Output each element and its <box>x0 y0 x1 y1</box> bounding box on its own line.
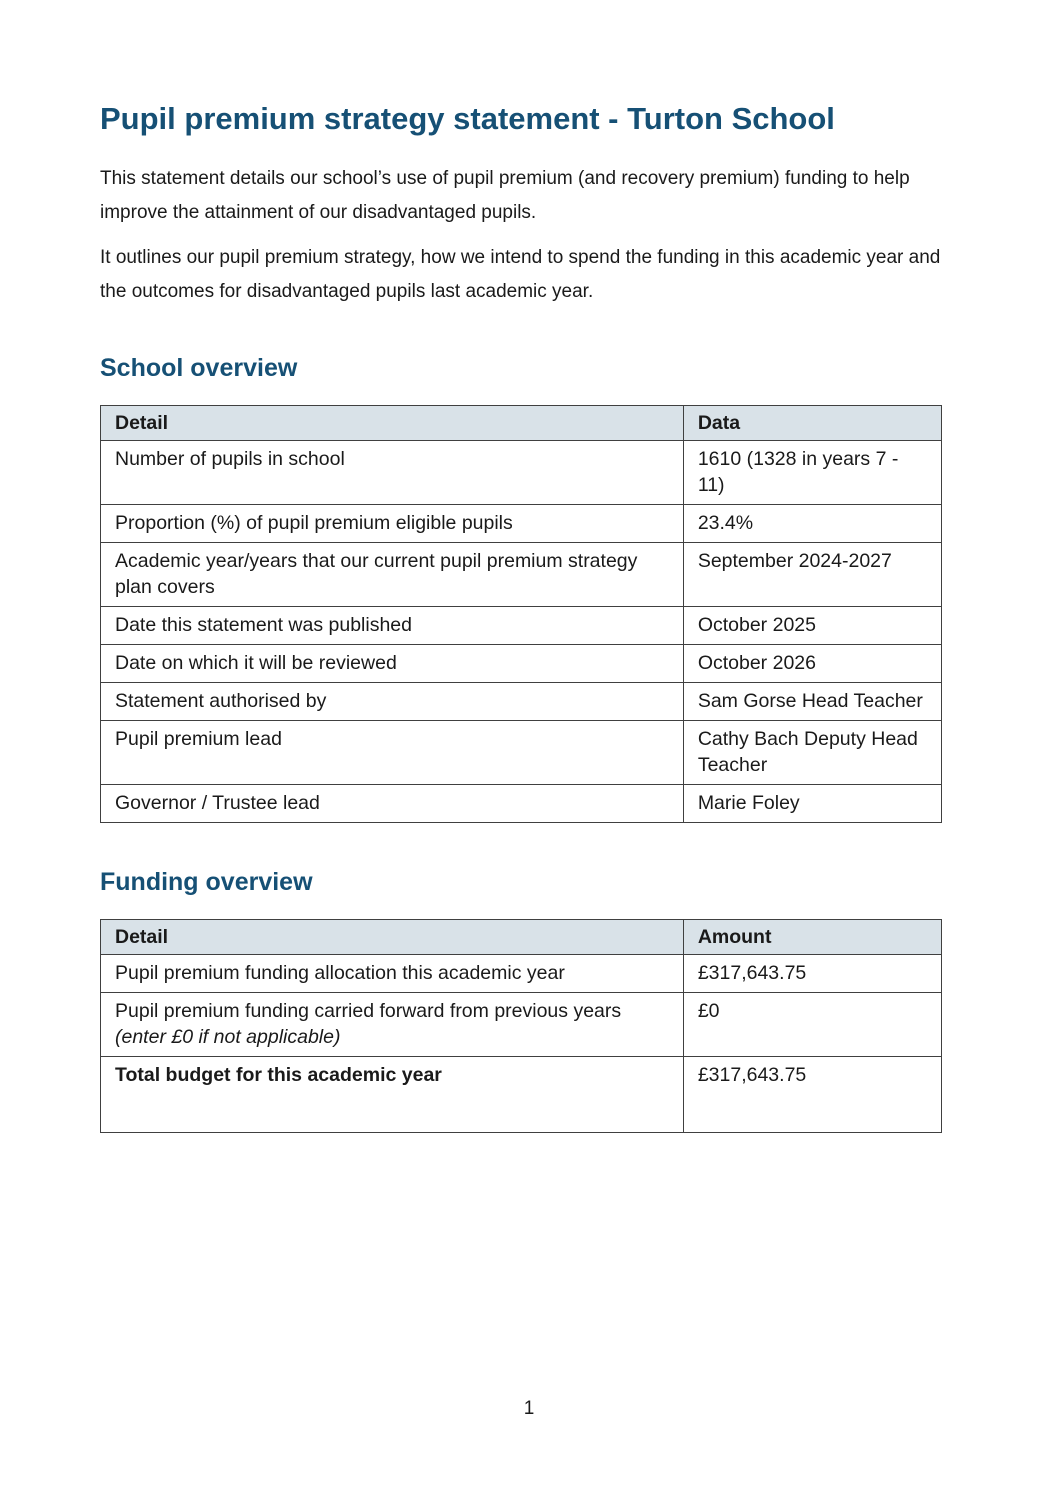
page-number: 1 <box>523 1398 535 1419</box>
funding-overview-heading: Funding overview <box>100 868 313 896</box>
table-row <box>101 955 942 993</box>
table-row <box>101 543 942 607</box>
detail-cell <box>101 993 684 1057</box>
table-row <box>101 721 942 785</box>
detail-cell: Date this statement was published <box>101 607 684 645</box>
data-cell: October 2025 <box>683 607 941 645</box>
data-cell: September 2024-2027 <box>683 543 941 607</box>
page-title: Pupil premium strategy statement - Turton School <box>100 101 835 136</box>
detail-cell: Date on which it will be reviewed <box>101 645 684 683</box>
detail-cell: Governor / Trustee lead <box>101 785 684 823</box>
intro-paragraph-2: It outlines our pupil premium strategy, how we intend to spend the funding in this academic year and the outcomes for disadvantaged pupils last academic year. <box>100 247 941 302</box>
table-header-row <box>101 920 942 955</box>
funding-overview-table-body <box>101 955 942 1133</box>
funding-overview-table <box>100 919 942 1133</box>
detail-cell: Number of pupils in school <box>101 441 684 505</box>
detail-cell: Statement authorised by <box>101 683 684 721</box>
detail-cell <box>101 955 684 993</box>
detail-text: Pupil premium funding carried forward from previous years <box>115 1000 622 1022</box>
data-cell: Sam Gorse Head Teacher <box>683 683 941 721</box>
table-row <box>101 683 942 721</box>
table-row <box>101 645 942 683</box>
table-row <box>101 607 942 645</box>
data-cell: 1610 (1328 in years 7 - 11) <box>683 441 941 505</box>
table-row <box>101 785 942 823</box>
data-cell: Marie Foley <box>683 785 941 823</box>
detail-cell: Pupil premium lead <box>101 721 684 785</box>
amount-cell: £317,643.75 <box>683 1057 941 1133</box>
detail-text: Pupil premium funding allocation this academic year <box>115 962 565 984</box>
table-row <box>101 993 942 1057</box>
amount-column-header: Amount <box>683 920 941 955</box>
table-header-row <box>101 406 942 441</box>
amount-cell: £317,643.75 <box>683 955 941 993</box>
school-overview-table <box>100 405 942 823</box>
data-cell: October 2026 <box>683 645 941 683</box>
detail-column-header: Detail <box>101 920 684 955</box>
table-row <box>101 1057 942 1133</box>
detail-cell: Proportion (%) of pupil premium eligible pupils <box>101 505 684 543</box>
table-row <box>101 441 942 505</box>
detail-text: Total budget for this academic year <box>115 1064 442 1086</box>
table-row <box>101 505 942 543</box>
amount-cell: £0 <box>683 993 941 1057</box>
detail-column-header: Detail <box>101 406 684 441</box>
school-overview-table-body <box>101 441 942 823</box>
data-column-header: Data <box>683 406 941 441</box>
detail-note-italic: (enter £0 if not applicable) <box>115 1026 341 1048</box>
intro-paragraph-1: This statement details our school’s use of pupil premium (and recovery premium) funding to help improve the attainment of our disadvantaged pupils. <box>100 168 910 223</box>
school-overview-heading: School overview <box>100 354 298 382</box>
data-cell: Cathy Bach Deputy Head Teacher <box>683 721 941 785</box>
data-cell: 23.4% <box>683 505 941 543</box>
detail-cell <box>101 1057 684 1133</box>
detail-cell: Academic year/years that our current pupil premium strategy plan covers <box>101 543 684 607</box>
